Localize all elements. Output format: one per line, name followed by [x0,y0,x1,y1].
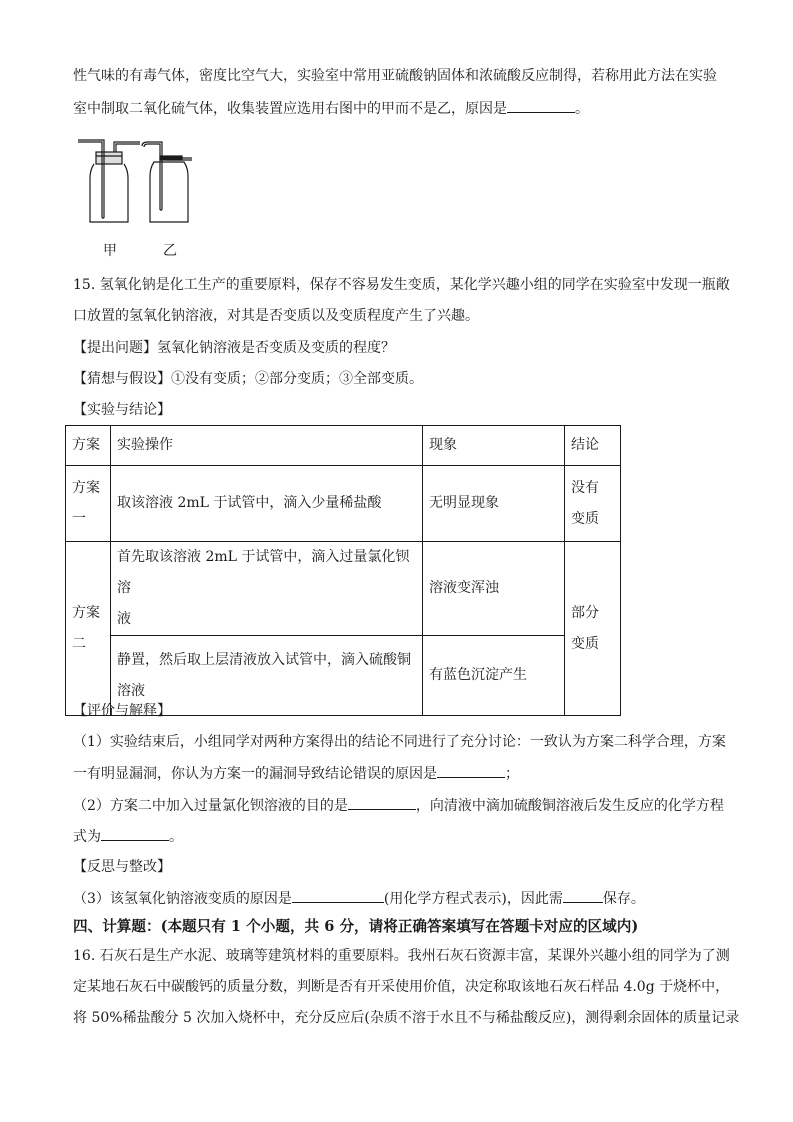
q15-experiment-heading: 【实验与结论】 [73,402,171,418]
experiment-table [65,425,621,716]
answer-blank[interactable] [292,888,384,903]
plan2-operation-1: 首先取该溶液 2mL 于试管中，滴入过量氯化钡溶 液 [111,542,423,636]
evaluation-q1-line-1: （1）实验结束后，小组同学对两种方案得出的结论不同进行了充分讨论：一致认为方案二科学合理，方案 [73,734,726,750]
answer-blank[interactable] [437,763,505,778]
header-conclusion: 结论 [565,426,621,466]
intro-line-2 [73,98,589,119]
reflection-q3 [73,888,645,909]
plan1-operation: 取该溶液 2mL 于试管中，滴入少量稀盐酸 [111,466,423,542]
plan2-conclusion: 部分 变质 [565,542,621,716]
evaluation-q1-end: ； [505,766,519,782]
q16-line-1: 16. 石灰石是生产水泥、玻璃等建筑材料的重要原料。我州石灰石资源丰富，某课外兴趣小组的同学为了测 [73,948,730,964]
bottle-yi-icon [142,142,192,222]
evaluation-q2-line-2 [73,826,183,847]
evaluation-q2-line-1 [73,795,724,816]
header-phenomenon: 现象 [423,426,565,466]
header-operation: 实验操作 [111,426,423,466]
evaluation-q2-text: （2）方案二中加入过量氯化钡溶液的目的是 [73,798,348,814]
plan1-phenomenon: 无明显现象 [423,466,565,542]
table-header-row [66,426,621,466]
plan2-phenomenon-1: 溶液变浑浊 [423,542,565,636]
reflection-q3-end: 保存。 [602,891,645,907]
table-row [66,466,621,542]
q15-line-1: 15. 氢氧化钠是化工生产的重要原料，保存不容易发生变质，某化学兴趣小组的同学在实验室中发现一瓶敞 [73,277,730,293]
reflection-heading: 【反思与整改】 [73,859,171,875]
figure-label-yi: 乙 [163,243,177,259]
plan1-name: 方案 一 [66,466,111,542]
reflection-q3-text: （3）该氢氧化钠溶液变质的原因是 [73,891,292,907]
answer-blank[interactable] [101,826,169,841]
header-plan: 方案 [66,426,111,466]
section-4-heading: 四、计算题：(本题只有 1 个小题，共 6 分，请将正确答案填写在答题卡对应的区域内) [73,918,639,935]
answer-blank[interactable] [563,888,603,903]
evaluation-q2-text-2: ，向清液中滴加硫酸铜溶液后发生反应的化学方程 [415,798,724,814]
evaluation-q1-line-2 [73,763,519,784]
q15-question: 【提出问题】氢氧化钠溶液是否变质及变质的程度？ [73,340,395,356]
plan2-name: 方案 二 [66,542,111,716]
intro-line-2-end: 。 [575,101,589,117]
reflection-q3-text-2: (用化学方程式表示)，因此需 [383,891,563,907]
q15-hypothesis: 【猜想与假设】①没有变质；②部分变质；③全部变质。 [73,371,423,387]
evaluation-heading: 【评价与解释】 [73,703,171,719]
bottle-jia-icon [78,140,140,222]
plan2-phenomenon-2: 有蓝色沉淀产生 [423,636,565,716]
q15-line-2: 口放置的氢氧化钠溶液，对其是否变质以及变质程度产生了兴趣。 [73,308,479,324]
intro-line-1: 性气味的有毒气体，密度比空气大，实验室中常用亚硫酸钠固体和浓硫酸反应制得，若称用此方法在实验 [73,68,717,84]
evaluation-q1-text: 一有明显漏洞，你认为方案一的漏洞导致结论错误的原因是 [73,766,437,782]
plan1-conclusion: 没有 变质 [565,466,621,542]
plan2-operation-2: 静置，然后取上层清液放入试管中，滴入硫酸铜 溶液 [111,636,423,716]
evaluation-q2-text-3: 式为 [73,829,101,845]
gas-collection-figure [70,130,200,230]
q16-line-2: 定某地石灰石中碳酸钙的质量分数，判断是否有开采使用价值，决定称取该地石灰石样品 4.0g 于烧杯中， [73,979,730,995]
answer-blank[interactable] [348,795,416,810]
answer-blank[interactable] [507,98,575,113]
figure-label-jia: 甲 [103,243,117,259]
intro-line-2-text: 室中制取二氧化硫气体，收集装置应选用右图中的甲而不是乙，原因是 [73,101,507,117]
evaluation-q2-end: 。 [169,829,183,845]
table-row [66,542,621,636]
q16-line-3: 将 50%稀盐酸分 5 次加入烧杯中，充分反应后(杂质不溶于水且不与稀盐酸反应)，测得剩余固体的质量记录 [73,1010,740,1026]
